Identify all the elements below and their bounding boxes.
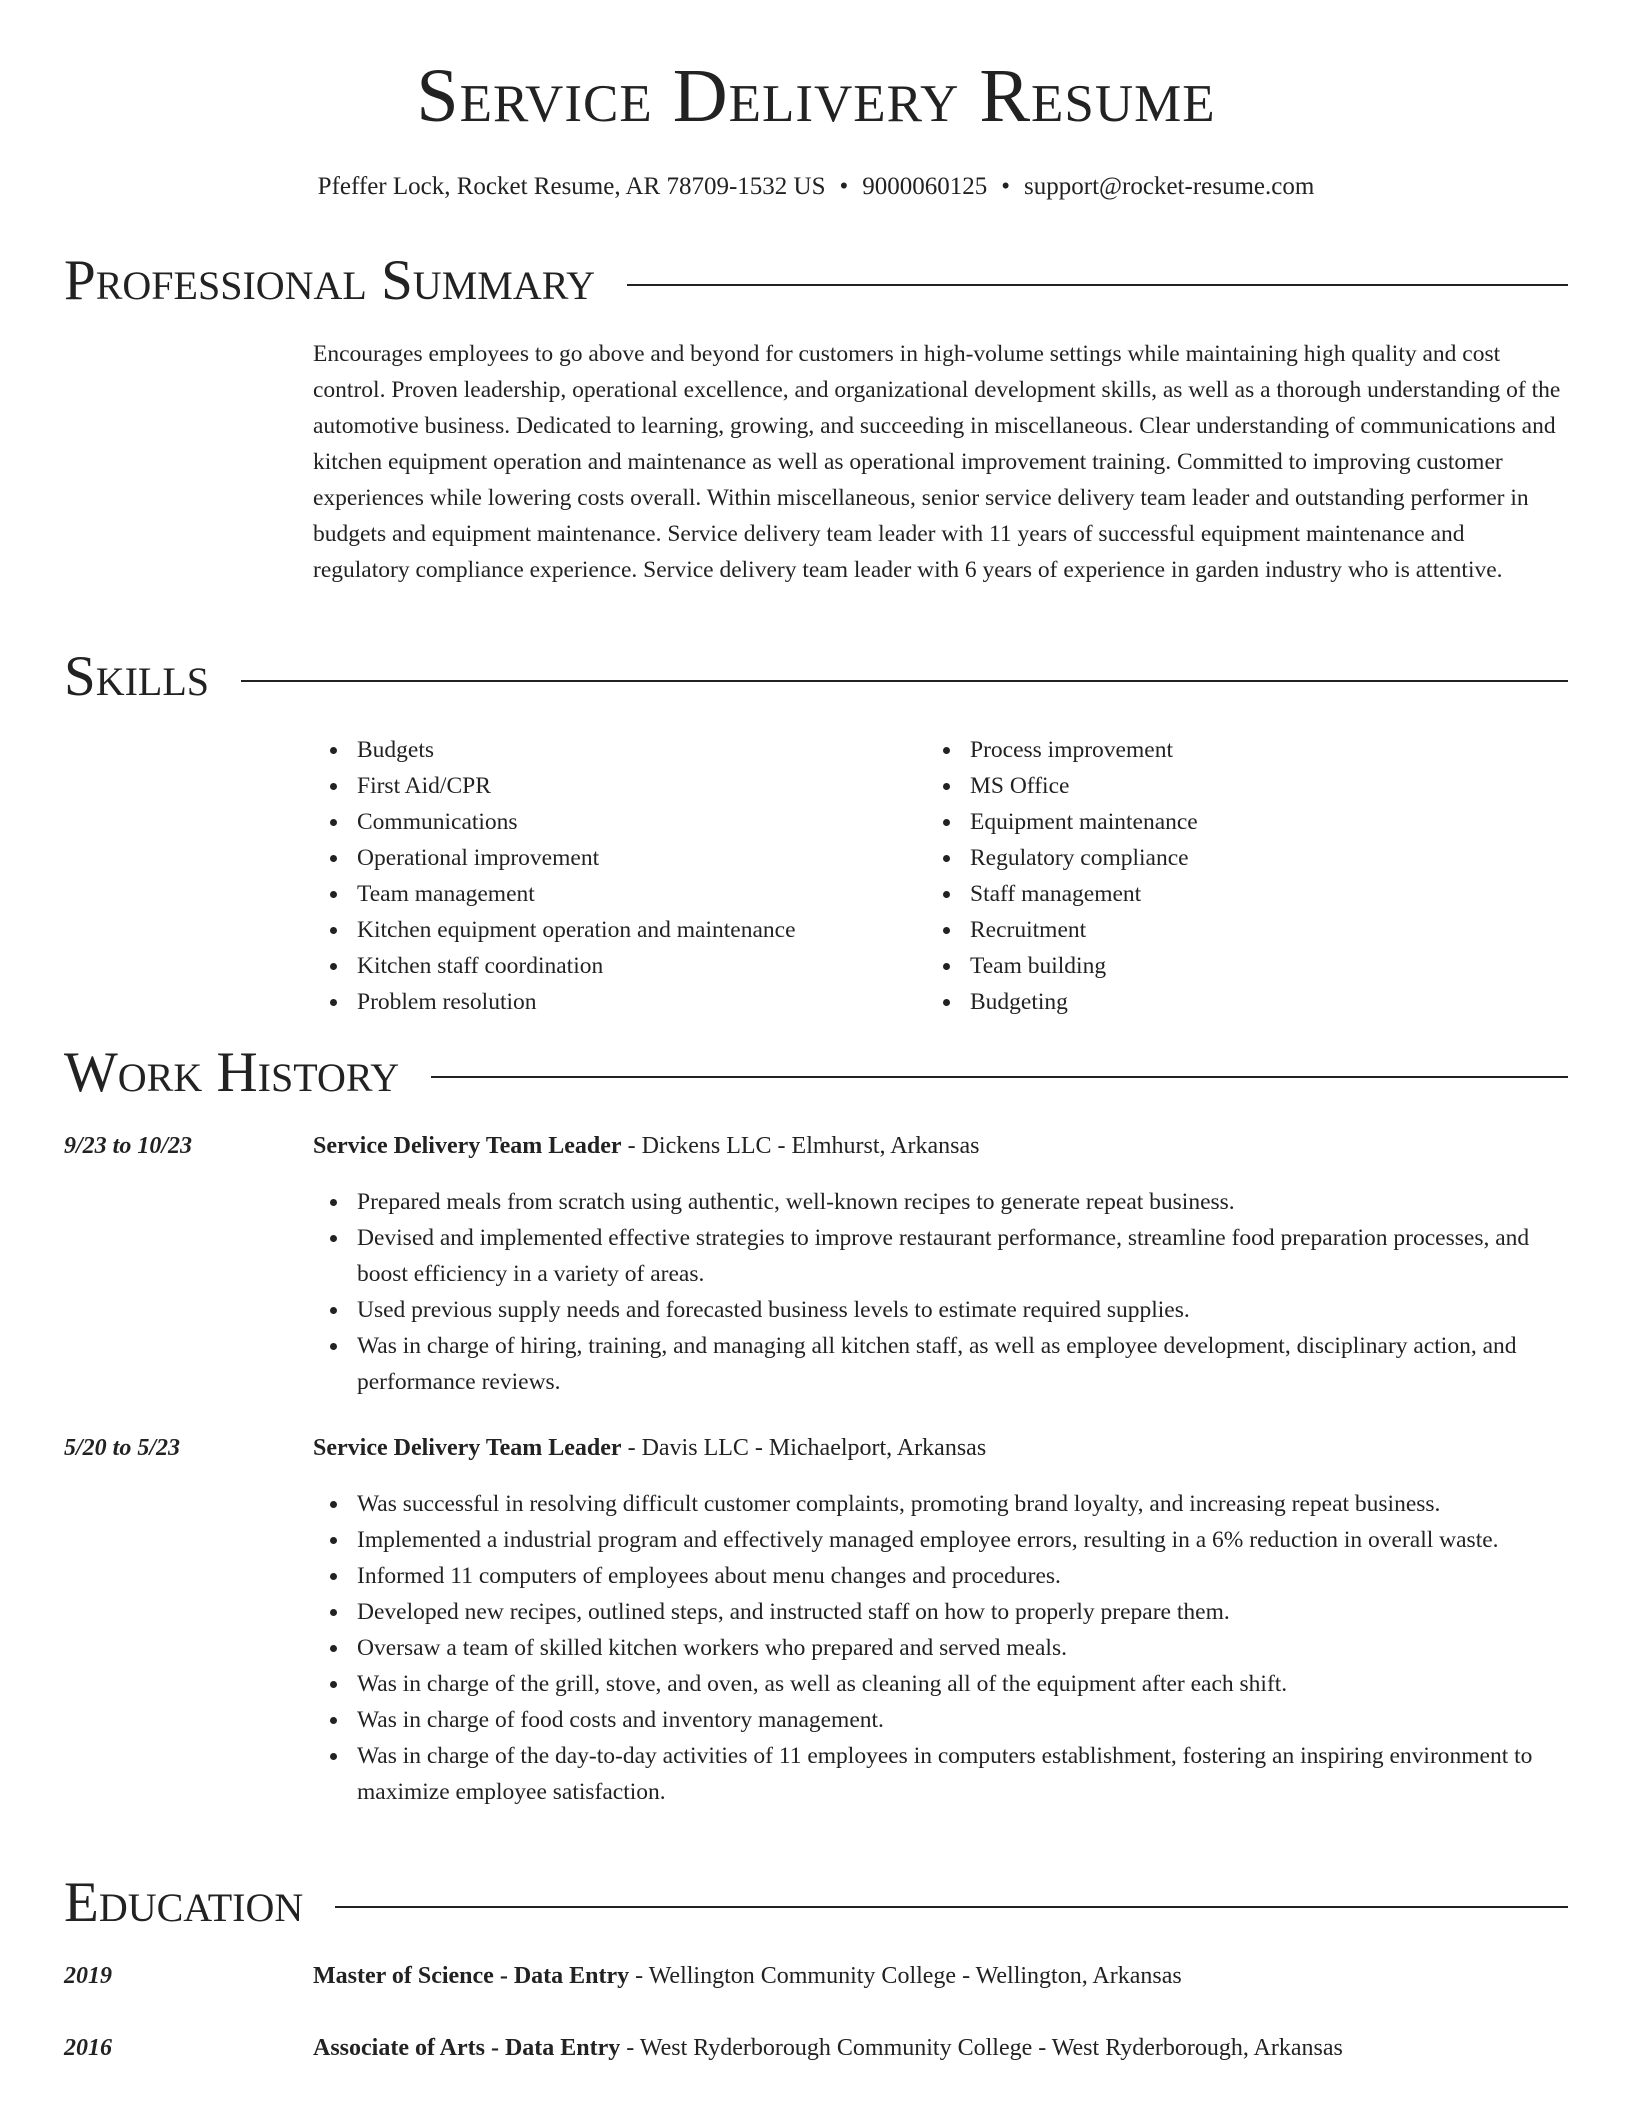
- job-dates: 9/23 to 10/23: [64, 1133, 193, 1159]
- section-title-work-history: Work History: [64, 1041, 400, 1104]
- section-divider: [627, 284, 1568, 286]
- section-title-skills: Skills: [64, 645, 210, 708]
- job-header: [313, 1430, 1563, 1466]
- education-year: 2016: [64, 2035, 112, 2061]
- job-duty-item: Prepared meals from scratch using authentic, well-known recipes to generate repeat business.: [357, 1184, 1563, 1220]
- job-duty-item: Was in charge of food costs and inventory management.: [357, 1702, 1563, 1738]
- job-duty-item: Implemented a industrial program and effectively managed employee errors, resulting in a 6% reduction in overall waste.: [357, 1522, 1563, 1558]
- section-divider: [241, 680, 1568, 682]
- school-location: - West Ryderborough Community College - West Ryderborough, Arkansas: [620, 2035, 1343, 2061]
- education-entry: [313, 2030, 1563, 2066]
- skill-item: Team management: [357, 876, 913, 912]
- skill-item: Kitchen equipment operation and maintenance: [357, 912, 913, 948]
- summary-section-header: [64, 249, 1568, 312]
- section-divider: [335, 1906, 1568, 1908]
- job-company-location: - Davis LLC - Michaelport, Arkansas: [621, 1435, 987, 1461]
- job-duty-item: Developed new recipes, outlined steps, and instructed staff on how to properly prepare them.: [357, 1594, 1563, 1630]
- job-title: Service Delivery Team Leader: [313, 1133, 622, 1159]
- education-section-header: [64, 1871, 1568, 1934]
- degree: Associate of Arts - Data Entry: [313, 2035, 621, 2061]
- summary-text: Encourages employees to go above and beyond for customers in high-volume settings while maintaining high quality and cost control. Proven leadership, operational excellence, and organizational development skills, as well as a thorough understanding of the automotive business. Dedicated to learning, growing, and succeeding in miscellaneous. Clear understanding of communications and kitchen equipment operation and maintenance as well as operational improvement training. Committed to improving customer experiences while lowering costs overall. Within miscellaneous, senior service delivery team leader and outstanding performer in budgets and equipment maintenance. Service delivery team leader with 11 years of successful equipment maintenance and regulatory compliance experience. Service delivery team leader with 6 years of experience in garden industry who is attentive.: [313, 341, 1561, 583]
- skills-column-right: [926, 732, 1563, 1020]
- job-title: Service Delivery Team Leader: [313, 1435, 622, 1461]
- job-duty-item: Informed 11 computers of employees about menu changes and procedures.: [357, 1558, 1563, 1594]
- skill-item: MS Office: [970, 768, 1563, 804]
- section-divider: [431, 1076, 1568, 1078]
- job-duty-item: Was in charge of the day-to-day activities of 11 employees in computers establishment, fostering an inspiring environment to maximize employee satisfaction.: [357, 1738, 1563, 1810]
- phone: 9000060125: [862, 173, 988, 200]
- job-duty-item: Was in charge of the grill, stove, and oven, as well as cleaning all of the equipment after each shift.: [357, 1666, 1563, 1702]
- job-header: [313, 1128, 1563, 1164]
- skills-column-left: [313, 732, 913, 1020]
- job-company-location: - Dickens LLC - Elmhurst, Arkansas: [621, 1133, 980, 1159]
- skill-item: Budgets: [357, 732, 913, 768]
- skill-item: Equipment maintenance: [970, 804, 1563, 840]
- skill-item: Process improvement: [970, 732, 1563, 768]
- education-entry: [313, 1958, 1563, 1994]
- job-duty-item: Oversaw a team of skilled kitchen workers who prepared and served meals.: [357, 1630, 1563, 1666]
- skill-item: Recruitment: [970, 912, 1563, 948]
- skill-item: Staff management: [970, 876, 1563, 912]
- job-duty-item: Was in charge of hiring, training, and managing all kitchen staff, as well as employee development, disciplinary action, and performance reviews.: [357, 1328, 1563, 1400]
- skill-item: Budgeting: [970, 984, 1563, 1020]
- resume-title: Service Delivery Resume: [416, 54, 1216, 138]
- school-location: - Wellington Community College - Wellington, Arkansas: [629, 1963, 1182, 1989]
- contact-line: [0, 174, 1632, 199]
- job-duties: [313, 1184, 1563, 1400]
- skill-item: Communications: [357, 804, 913, 840]
- skill-item: Kitchen staff coordination: [357, 948, 913, 984]
- job-duties: [313, 1486, 1563, 1810]
- address: Pfeffer Lock, Rocket Resume, AR 78709-1532 US: [317, 173, 826, 200]
- job-duty-item: Used previous supply needs and forecasted business levels to estimate required supplies.: [357, 1292, 1563, 1328]
- skill-item: Team building: [970, 948, 1563, 984]
- skill-item: Problem resolution: [357, 984, 913, 1020]
- job-dates: 5/20 to 5/23: [64, 1435, 181, 1461]
- work-section-header: [64, 1041, 1568, 1104]
- degree: Master of Science - Data Entry: [313, 1963, 630, 1989]
- job-duty-item: Devised and implemented effective strategies to improve restaurant performance, streamline food preparation processes, and boost efficiency in a variety of areas.: [357, 1220, 1563, 1292]
- section-title-education: Education: [64, 1871, 304, 1934]
- skill-item: Regulatory compliance: [970, 840, 1563, 876]
- skill-item: Operational improvement: [357, 840, 913, 876]
- skill-item: First Aid/CPR: [357, 768, 913, 804]
- email: support@rocket-resume.com: [1024, 173, 1315, 200]
- separator-dot: •: [839, 173, 849, 200]
- separator-dot: •: [1001, 173, 1011, 200]
- education-year: 2019: [64, 1963, 112, 1989]
- skills-section-header: [64, 645, 1568, 708]
- section-title-summary: Professional Summary: [64, 249, 596, 312]
- job-duty-item: Was successful in resolving difficult customer complaints, promoting brand loyalty, and increasing repeat business.: [357, 1486, 1563, 1522]
